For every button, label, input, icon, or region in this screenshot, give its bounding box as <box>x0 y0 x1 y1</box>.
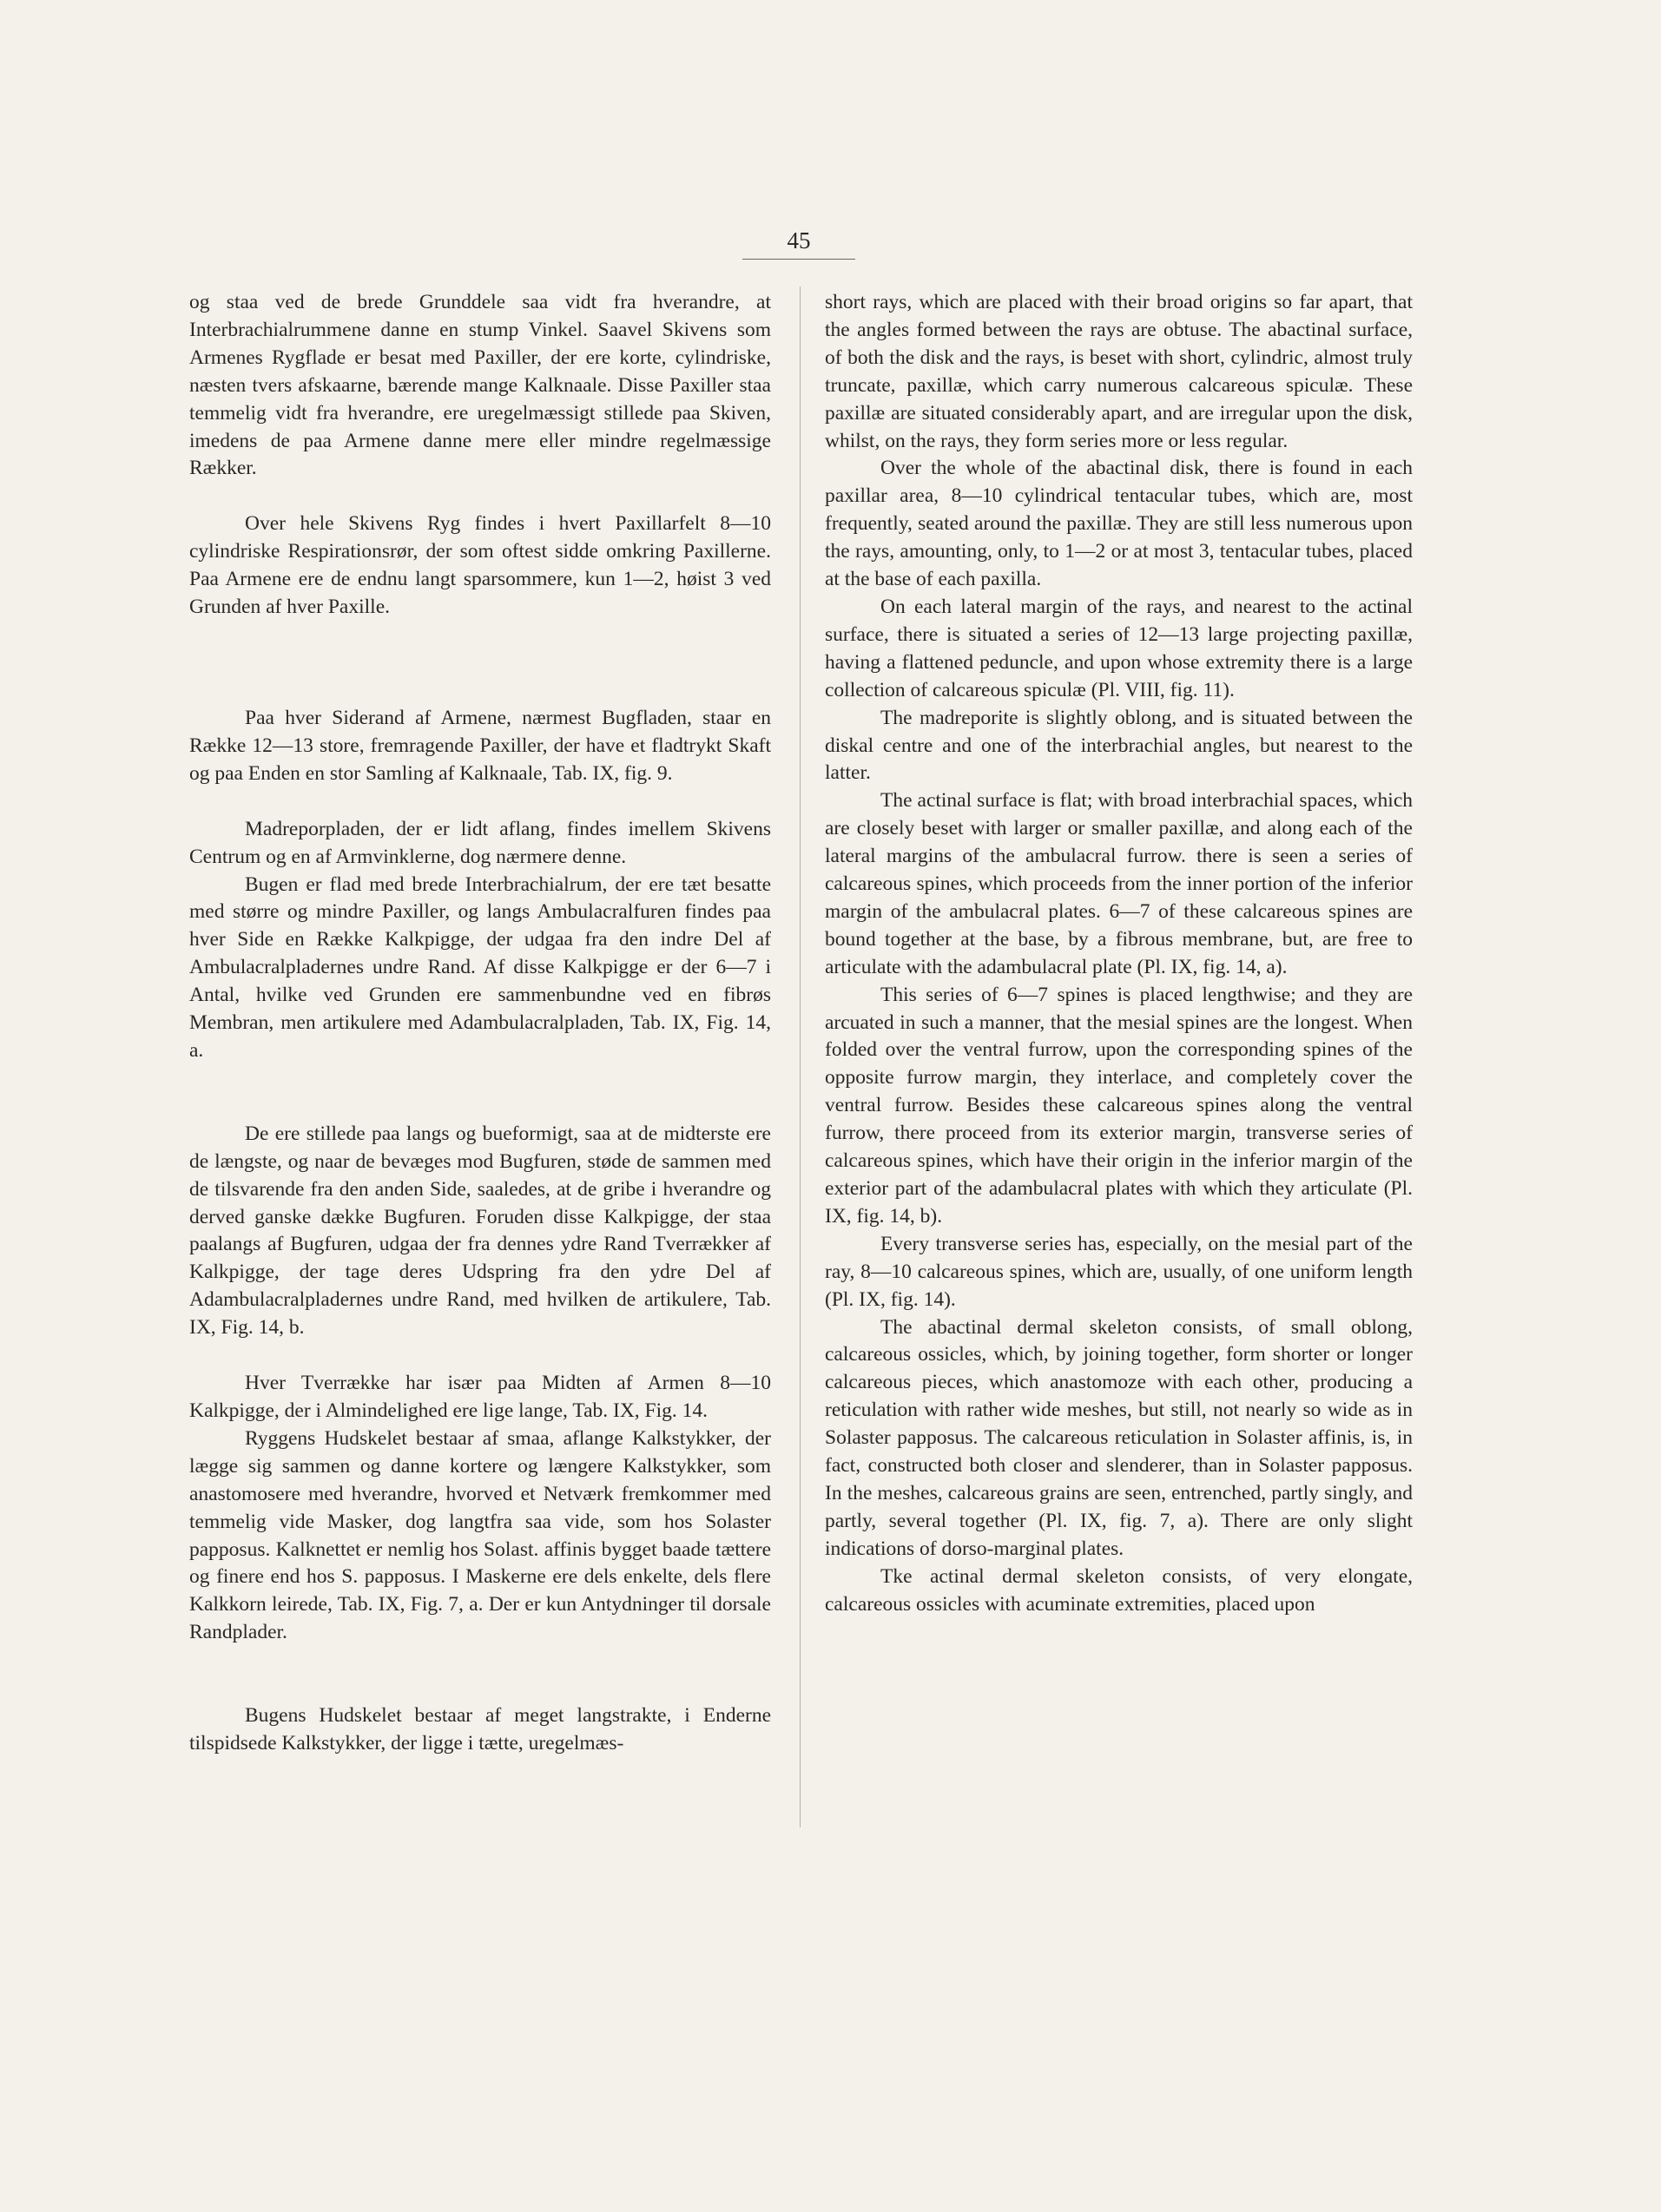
paragraph: This series of 6—7 spines is placed lengthwise; and they are arcuated in such a manner, that the mesial spines are the longest. When folded over the ventral furrow, upon the corresponding spines of the opposite furrow margin, they interlace, and completely cover the ventral furrow. Besides these calcareous spines along the ventral furrow, there proceed from its exterior margin, transverse series of calcareous spines, which have their origin in the inferior margin of the exterior part of the adambulacral plates with which they articulate (Pl. IX, fig. 14, b). <box>825 983 1413 1228</box>
paragraph: Every transverse series has, especially, on the mesial part of the ray, 8—10 calcareous spines, which are, usually, of one uniform length (Pl. IX, fig. 14). <box>825 1232 1413 1311</box>
header-rule <box>742 259 855 260</box>
column-divider <box>800 286 801 1827</box>
paragraph: Bugens Hudskelet bestaar af meget langstrakte, i Enderne tilspidsede Kalkstykker, der ligge i tætte, uregelmæs- <box>189 1704 771 1755</box>
page-number: 45 <box>787 227 811 253</box>
paragraph: short rays, which are placed with their broad origins so far apart, that the angles formed between the rays are obtuse. The abactinal surface, of both the disk and the rays, is beset with short, cylindric, almost truly truncate, paxillæ, which carry numerous calcareous spiculæ. These paxillæ are situated considerably apart, and are irregular upon the disk, whilst, on the rays, they form series more or less regular. <box>825 291 1413 452</box>
paragraph: Ryggens Hudskelet bestaar af smaa, aflange Kalkstykker, der lægge sig sammen og danne kortere og længere Kalkstykker, som anastomosere med hverandre, hvorved et Netværk fremkommer med temmelig vide Masker, dog langtfra saa vide, som hos Solaster papposus. Kalknettet er nemlig hos Solast. affinis bygget baade tættere og finere end hos S. papposus. I Maskerne ere dels enkelte, dels flere Kalkkorn leirede, Tab. IX, Fig. 7, a. Der er kun Antydninger til dorsale Randplader. <box>189 1426 771 1644</box>
paragraph: The actinal surface is flat; with broad interbrachial spaces, which are closely beset with larger or smaller paxillæ, and along each of the lateral margins of the ambulacral furrow. there is seen a series of calcareous spines, which proceeds from the inner portion of the inferior margin of the ambulacral plates. 6—7 of these calcareous spines are bound together at the base, by a fibrous membrane, but, are free to articulate with the adambulacral plate (Pl. IX, fig. 14, a). <box>825 789 1413 978</box>
paragraph: og staa ved de brede Grunddele saa vidt fra hverandre, at Interbrachialrummene danne en stump Vinkel. Saavel Skivens som Armenes Rygflade er besat med Paxiller, der ere korte, cylindriske, næsten tvers afskaarne, bærende mange Kalknaale. Disse Paxiller staa temmelig vidt fra hverandre, ere uregelmæssigt stillede paa Skiven, imedens de paa Armene danne mere eller mindre regelmæssige Rækker. <box>189 291 771 480</box>
paragraph: On each lateral margin of the rays, and nearest to the actinal surface, there is situated a series of 12—13 large projecting paxillæ, having a flattened peduncle, and upon whose extremity there is a large collection of calcareous spiculæ (Pl. VIII, fig. 11). <box>825 595 1413 701</box>
paragraph: The abactinal dermal skeleton consists, of small oblong, calcareous ossicles, which, by joining together, form shorter or longer calcareous pieces, which anastomoze with each other, producing a reticulation with rather wide meshes, but still, not nearly so wide as in Solaster papposus. The calcareous reticulation in Solaster affinis, is, in fact, constructed both closer and slenderer, than in Solaster papposus. In the meshes, calcareous grains are seen, entrenched, partly singly, and partly, several together (Pl. IX, fig. 7, a). There are only slight indications of dorso-marginal plates. <box>825 1315 1413 1560</box>
danish-text-column <box>189 289 771 1758</box>
paragraph: Over the whole of the abactinal disk, there is found in each paxillar area, 8—10 cylindrical tentacular tubes, which are, most frequently, seated around the paxillæ. They are still less numerous upon the rays, amounting, only, to 1—2 or at most 3, tentacular tubes, placed at the base of each paxilla. <box>825 457 1413 591</box>
paragraph: Bugen er flad med brede Interbrachialrum, der ere tæt besatte med større og mindre Paxiller, og langs Ambulacralfuren findes paa hver Side en Række Kalkpigge, der udgaa fra den indre Del af Ambulacralpladernes undre Rand. Af disse Kalkpigge er der 6—7 i Antal, hvilke ved Grunden ere sammenbundne ved en fibrøs Membran, men artikulere med Adambulacralpladen, Tab. IX, Fig. 14, a. <box>189 872 771 1062</box>
paragraph: Over hele Skivens Ryg findes i hvert Paxillarfelt 8—10 cylindriske Respirationsrør, der som oftest sidde omkring Paxillerne. Paa Armene ere de endnu langt sparsommere, kun 1—2, høist 3 ved Grunden af hver Paxille. <box>189 512 771 619</box>
paragraph: Paa hver Siderand af Armene, nærmest Bugfladen, staar en Række 12—13 store, fremragende Paxiller, der have et fladtrykt Skaft og paa Enden en stor Samling af Kalknaale, Tab. IX, fig. 9. <box>189 706 771 785</box>
paragraph: Madreporpladen, der er lidt aflang, findes imellem Skivens Centrum og en af Armvinklerne, dog nærmere denne. <box>189 817 771 868</box>
paragraph: Hver Tverrække har især paa Midten af Armen 8—10 Kalkpigge, der i Almindelighed ere lige lange, Tab. IX, Fig. 14. <box>189 1372 771 1422</box>
paragraph: The madreporite is slightly oblong, and is situated between the diskal centre and one of the interbrachial angles, but nearest to the latter. <box>825 706 1413 785</box>
english-text-column <box>825 289 1413 1619</box>
paragraph: De ere stillede paa langs og bueformigt, saa at de midterste ere de længste, og naar de bevæges mod Bugfuren, støde de sammen med de tilsvarende fra den anden Side, saaledes, at de gribe i hverandre og derved ganske dække Bugfuren. Foruden disse Kalkpigge, der staa paalangs af Bugfuren, udgaa der fra dennes ydre Rand Tverrækker af Kalkpigge, der tage deres Udspring fra den ydre Del af Adambulacralpladernes undre Rand, med hvilken de artikulere, Tab. IX, Fig. 14, b. <box>189 1122 771 1340</box>
paragraph: Tke actinal dermal skeleton consists, of very elongate, calcareous ossicles with acuminate extremities, placed upon <box>825 1564 1413 1616</box>
